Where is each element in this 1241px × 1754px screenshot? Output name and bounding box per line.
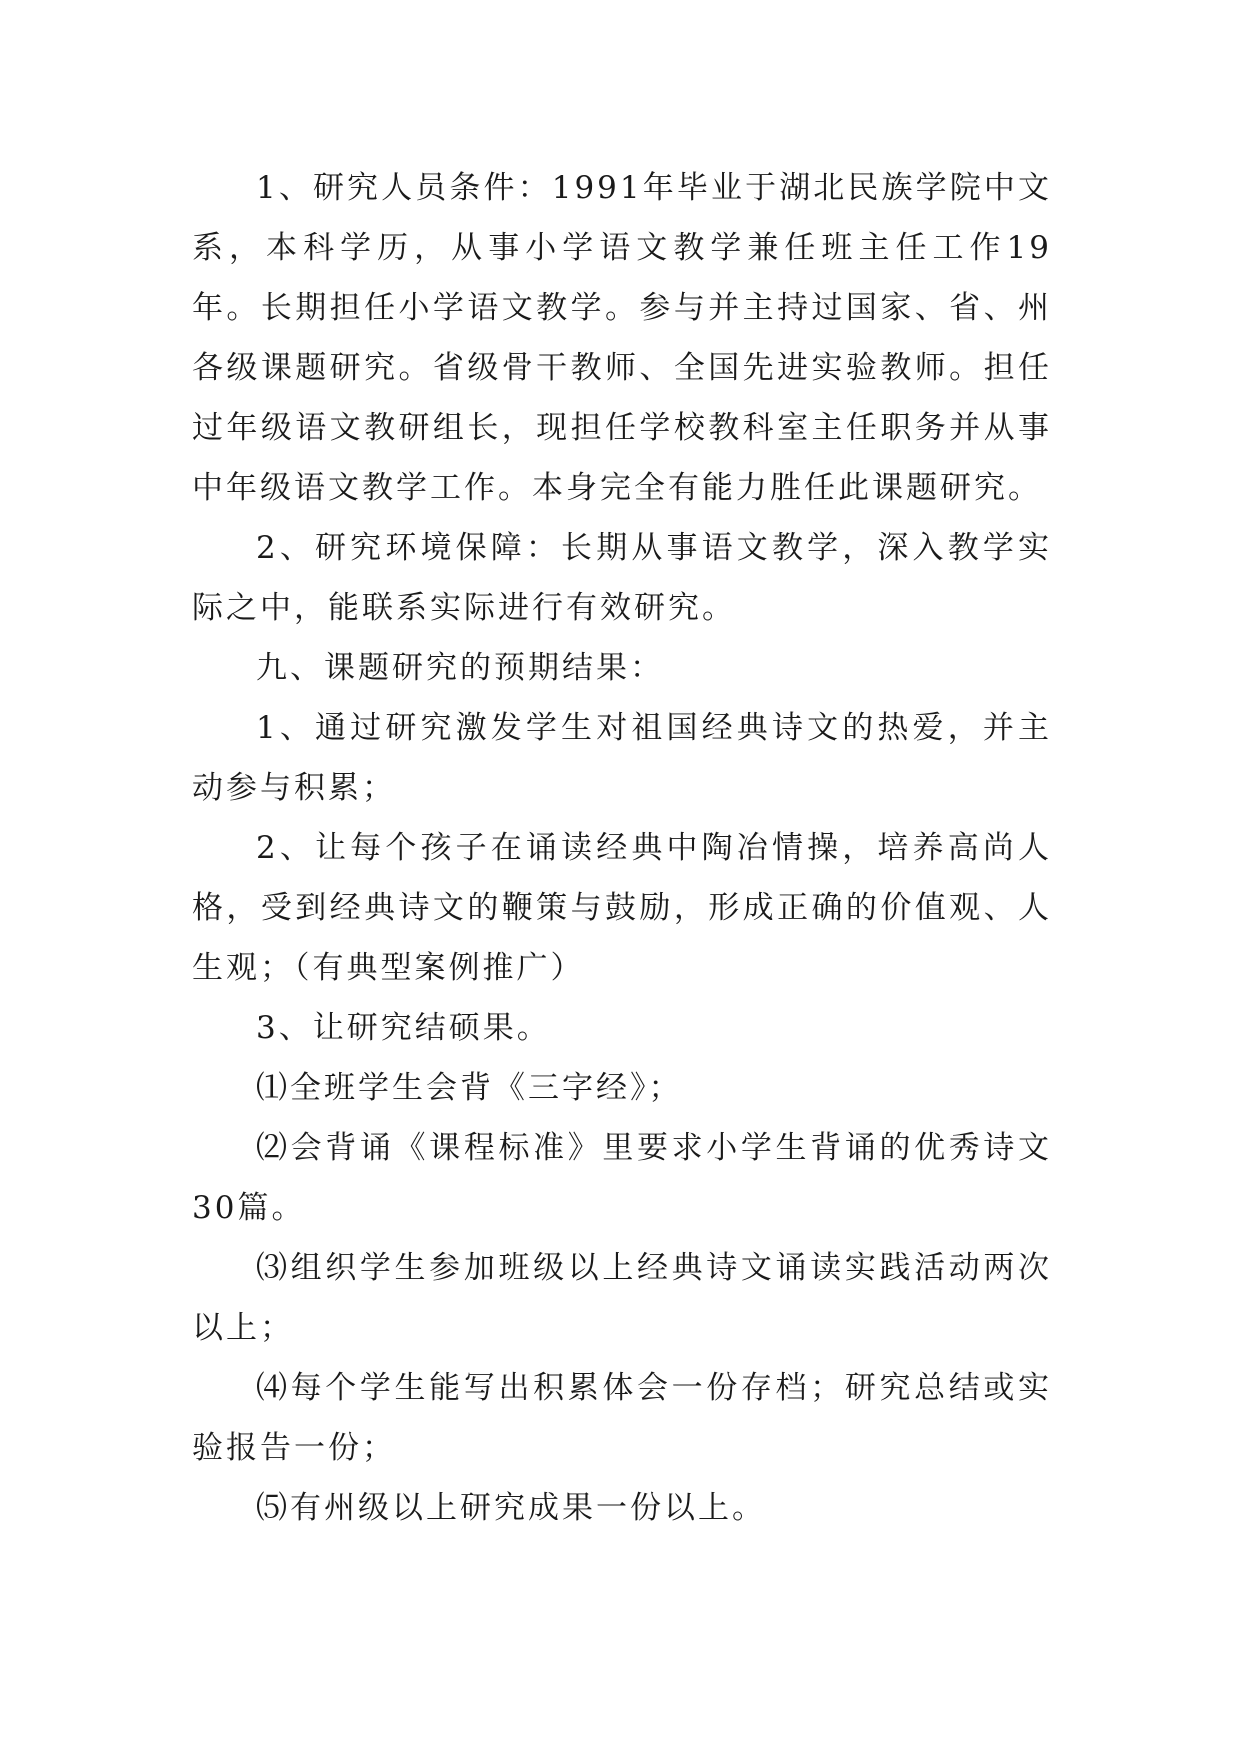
list-item-5: ⑸有州级以上研究成果一份以上。 (256, 1490, 766, 1526)
list-item-2: ⑵会背诵《课程标准》里要求小学生背诵的优秀诗文30篇。 (192, 1130, 1052, 1226)
paragraph-result-1: 1、通过研究激发学生对祖国经典诗文的热爱，并主动参与积累； (192, 710, 1052, 806)
section-heading-expected-results: 九、课题研究的预期结果： (256, 650, 664, 686)
list-item-4: ⑷每个学生能写出积累体会一份存档；研究总结或实验报告一份； (192, 1370, 1052, 1466)
paragraph-result-3: 3、让研究结硕果。 (256, 1010, 551, 1046)
paragraph-result-2: 2、让每个孩子在诵读经典中陶冶情操，培养高尚人格，受到经典诗文的鞭策与鼓励，形成正确的价值观、人生观；（有典型案例推广） (192, 830, 1052, 986)
list-item-1: ⑴全班学生会背《三字经》； (256, 1070, 683, 1106)
list-item-3: ⑶组织学生参加班级以上经典诗文诵读实践活动两次以上； (192, 1250, 1052, 1346)
document-body (192, 158, 1052, 1538)
paragraph-researcher-conditions: 1、研究人员条件：1991年毕业于湖北民族学院中文系，本科学历，从事小学语文教学兼任班主任工作19年。长期担任小学语文教学。参与并主持过国家、省、州各级课题研究。省级骨干教师、全国先进实验教师。担任过年级语文教研组长，现担任学校教科室主任职务并从事中年级语文教学工作。本身完全有能力胜任此课题研究。 (192, 170, 1052, 506)
paragraph-research-environment: 2、研究环境保障：长期从事语文教学，深入教学实际之中，能联系实际进行有效研究。 (192, 530, 1052, 626)
